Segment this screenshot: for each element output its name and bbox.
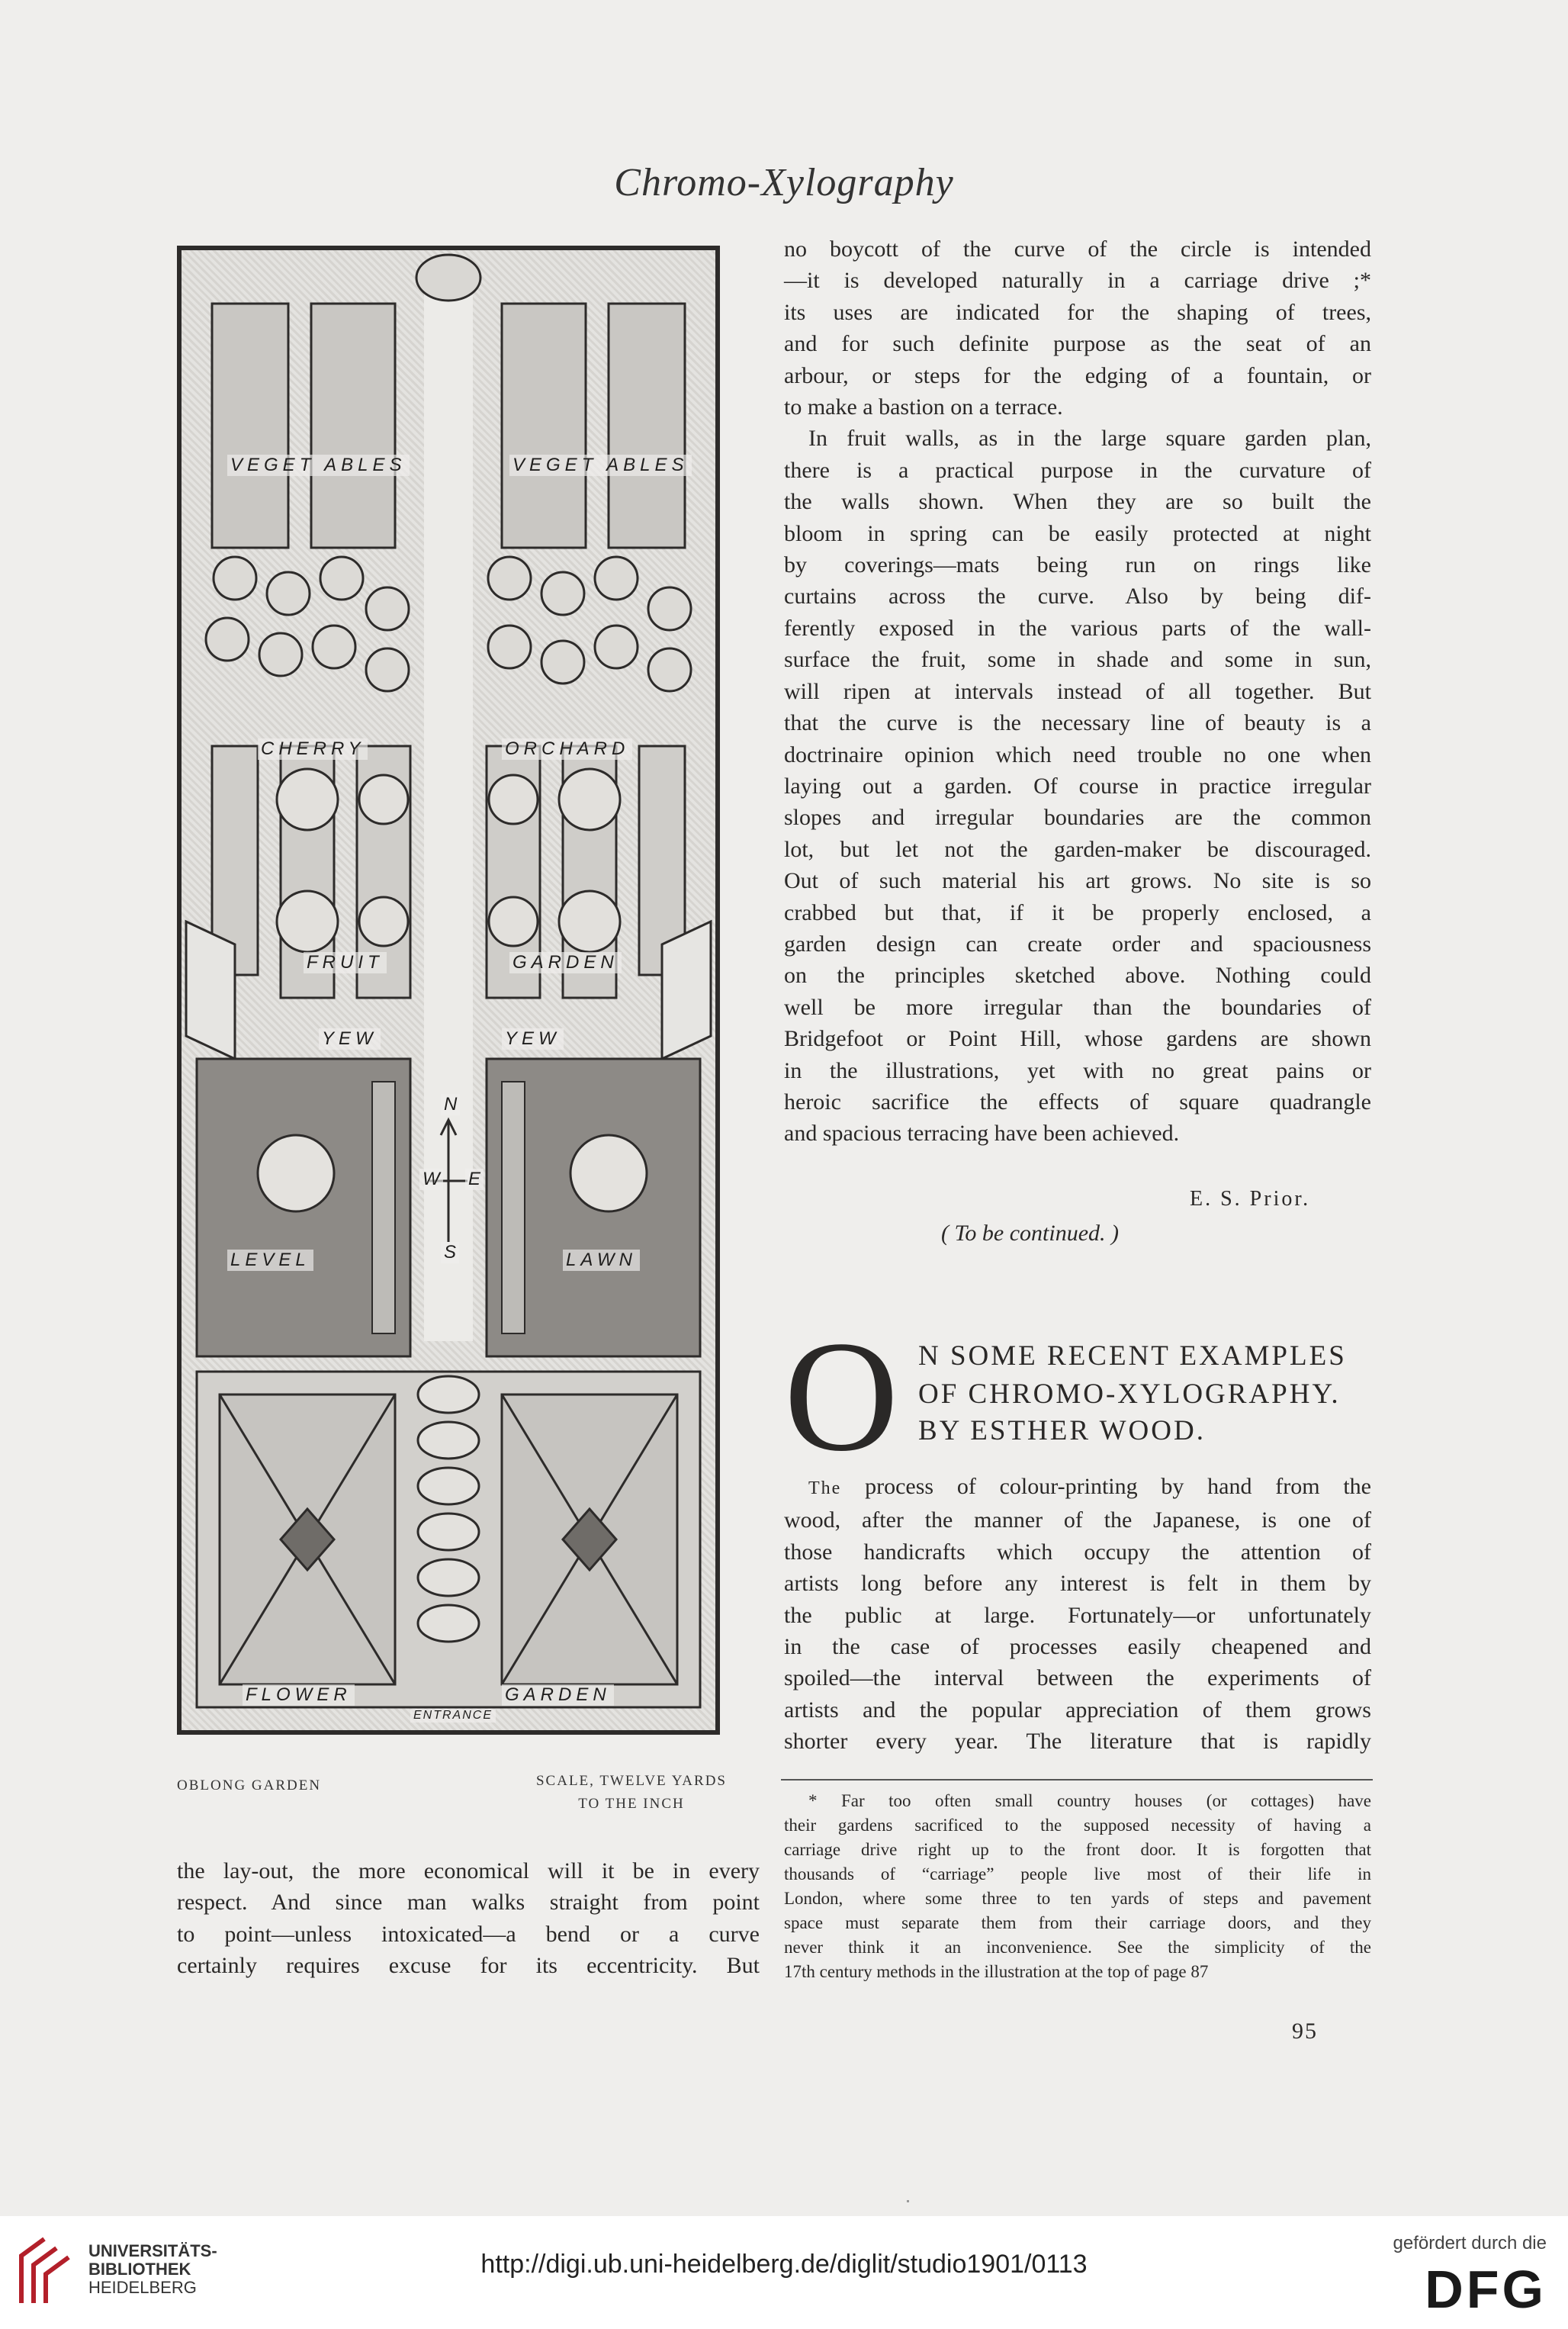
text-line: no boycott of the curve of the circle is intended — [784, 236, 1371, 262]
running-head: Chromo-Xylography — [614, 161, 954, 204]
text-line: and for such definite purpose as the seat of an — [784, 331, 1371, 357]
plan-label-entrance: ENTRANCE — [410, 1709, 496, 1723]
text-line: artists and the popular appreciation of them grows — [784, 1697, 1371, 1723]
text-line: and spacious terracing have been achieved. — [784, 1121, 1180, 1147]
oblong-garden-plan — [177, 246, 720, 1735]
text-line: certainly requires excuse for its eccentricity. But — [177, 1953, 760, 1979]
plan-label-yew-left: YEW — [319, 1028, 381, 1050]
text-line: to make a bastion on a terrace. — [784, 394, 1063, 420]
figure-caption-scale-line-1: SCALE, TWELVE YARDS — [535, 1773, 727, 1789]
text-line: Bridgefoot or Point Hill, whose gardens are shown — [784, 1026, 1371, 1052]
paragraph-1 — [784, 233, 1371, 423]
text-line: there is a practical purpose in the curvature of — [784, 457, 1371, 483]
article-title-line-2: OF CHROMO-XYLOGRAPHY. — [918, 1378, 1341, 1410]
text-line: wood, after the manner of the Japanese, is one of — [784, 1507, 1371, 1533]
text-line: doctrinaire opinion which need trouble no one when — [784, 741, 1371, 767]
plan-label-compass-n: N — [441, 1094, 460, 1115]
text-line: lot, but let not the garden-maker be discouraged. — [784, 836, 1371, 862]
text-line: heroic sacrifice the effects of square quadrangle — [784, 1089, 1371, 1115]
digitisation-footer — [0, 2216, 1568, 2329]
plan-label-garden-2: GARDEN — [502, 1684, 614, 1706]
text-line: those handicrafts which occupy the attention of — [784, 1539, 1371, 1565]
prior-article-text — [784, 233, 1371, 1150]
plan-label-flower: FLOWER — [243, 1684, 355, 1706]
author-signature: E. S. Prior. — [1190, 1187, 1311, 1211]
plan-label-orchard: ORCHARD — [502, 738, 632, 760]
text-line: ferently exposed in the various parts of the wall- — [784, 615, 1371, 641]
article-heading — [784, 1308, 1379, 1484]
footnote-rule — [781, 1779, 1373, 1781]
plan-label-compass-w: W — [419, 1169, 443, 1190]
article-title-line-1: N SOME RECENT EXAMPLES — [918, 1340, 1347, 1372]
margin-mark — [907, 2200, 909, 2202]
plan-label-vegetables-left: VEGET ABLES — [227, 455, 410, 476]
plan-label-fruit: FRUIT — [304, 952, 387, 973]
text-line: crabbed but that, if it be properly enclosed, a — [784, 899, 1371, 925]
text-line: bloom in spring can be easily protected at night — [784, 520, 1371, 546]
plan-label-lawn: LAWN — [563, 1250, 640, 1271]
text-line: that the curve is the necessary line of beauty is a — [784, 710, 1371, 736]
footnote — [784, 1789, 1371, 1984]
figure-caption-title: OBLONG GARDEN — [177, 1777, 322, 1793]
permalink-url[interactable]: http://digi.ub.uni-heidelberg.de/diglit/studio1901/0113 — [480, 2250, 1088, 2279]
text-line: curtains across the curve. Also by being dif- — [784, 584, 1371, 610]
text-line: the public at large. Fortunately—or unfortunately — [784, 1602, 1371, 1628]
text-line: to point—unless intoxicated—a bend or a curve — [177, 1921, 760, 1947]
institution-line-3: HEIDELBERG — [88, 2278, 197, 2297]
plan-label-compass-e: E — [465, 1169, 484, 1190]
institution-line-2: BIBLIOTHEK — [88, 2260, 191, 2279]
gazebo — [416, 255, 480, 301]
figure-caption-scale-line-2: TO THE INCH — [578, 1796, 685, 1812]
text-line: will ripen at intervals instead of all together. But — [784, 678, 1371, 704]
text-line: on the principles sketched above. Nothing could — [784, 963, 1371, 989]
plan-label-garden: GARDEN — [509, 952, 622, 973]
footnote-line: 17th century methods in the illustration at the top of page 87 — [784, 1962, 1209, 1981]
to-be-continued: ( To be continued. ) — [941, 1221, 1120, 1246]
drop-cap: O — [784, 1308, 899, 1484]
article-byline: BY ESTHER WOOD. — [918, 1415, 1206, 1446]
text-line: laying out a garden. Of course in practice irregular — [784, 773, 1371, 799]
funded-by-label: gefördert durch die — [1393, 2233, 1547, 2253]
left-column-text — [177, 1855, 760, 1982]
text-line: —it is developed naturally in a carriage drive ;* — [784, 268, 1371, 294]
text-line: shorter every year. The literature that is rapidly — [784, 1729, 1371, 1755]
plan-label-level: LEVEL — [227, 1250, 313, 1271]
footnote-line: carriage drive right up to the front door. It is forgotten that — [784, 1840, 1371, 1859]
text-line: well be more irregular than the boundaries of — [784, 994, 1371, 1020]
text-line: arbour, or steps for the edging of a fountain, or — [784, 362, 1371, 388]
footnote-line: never think it an inconvenience. See the simplicity of the — [784, 1938, 1371, 1957]
wood-article-text — [784, 1471, 1371, 1758]
text-line: slopes and irregular boundaries are the common — [784, 805, 1371, 831]
plan-label-yew-right: YEW — [502, 1028, 564, 1050]
text-line: respect. And since man walks straight from point — [177, 1890, 760, 1916]
footnote-line: London, where some three to ten yards of steps and pavement — [784, 1889, 1371, 1908]
text-line: the walls shown. When they are so built the — [784, 489, 1371, 515]
institution-line-1: UNIVERSITÄTS- — [88, 2241, 217, 2260]
text-line: the lay-out, the more economical will it be in every — [177, 1858, 760, 1883]
plan-label-compass-s: S — [441, 1242, 459, 1263]
plan-label-cherry: CHERRY — [258, 738, 368, 760]
footnote-line: thousands of “carriage” people live most of their life in — [784, 1864, 1371, 1883]
text-line: Out of such material his art grows. No site is so — [784, 868, 1371, 894]
paragraph-2 — [784, 423, 1371, 1149]
text-line — [784, 1471, 1371, 1504]
text-line: in the illustrations, yet with no great pains or — [784, 1057, 1371, 1083]
footnote-line: space must separate them from their carriage doors, and they — [784, 1913, 1371, 1932]
figure-caption-scale — [509, 1770, 753, 1816]
plan-label-vegetables-right: VEGET ABLES — [509, 455, 692, 476]
text-fragment: process of colour-printing by hand from the — [841, 1474, 1371, 1499]
lead-word: The — [808, 1478, 842, 1498]
text-line: surface the fruit, some in shade and some in sun, — [784, 647, 1371, 673]
text-line: spoiled—the interval between the experiments of — [784, 1665, 1371, 1691]
text-line: In fruit walls, as in the large square garden plan, — [808, 426, 1371, 452]
text-line: by coverings—mats being run on rings like — [784, 552, 1371, 578]
footnote-line: their gardens sacrificed to the supposed necessity of having a — [784, 1816, 1371, 1835]
text-line: its uses are indicated for the shaping of trees, — [784, 299, 1371, 325]
dfg-logo: DFG — [1425, 2260, 1547, 2319]
footnote-line: * Far too often small country houses (or cottages) have — [808, 1791, 1371, 1810]
text-line: artists long before any interest is felt in them by — [784, 1571, 1371, 1597]
text-line: garden design can create order and spaciousness — [784, 931, 1371, 957]
page-number: 95 — [1292, 2019, 1318, 2044]
text-line: in the case of processes easily cheapened and — [784, 1634, 1371, 1660]
